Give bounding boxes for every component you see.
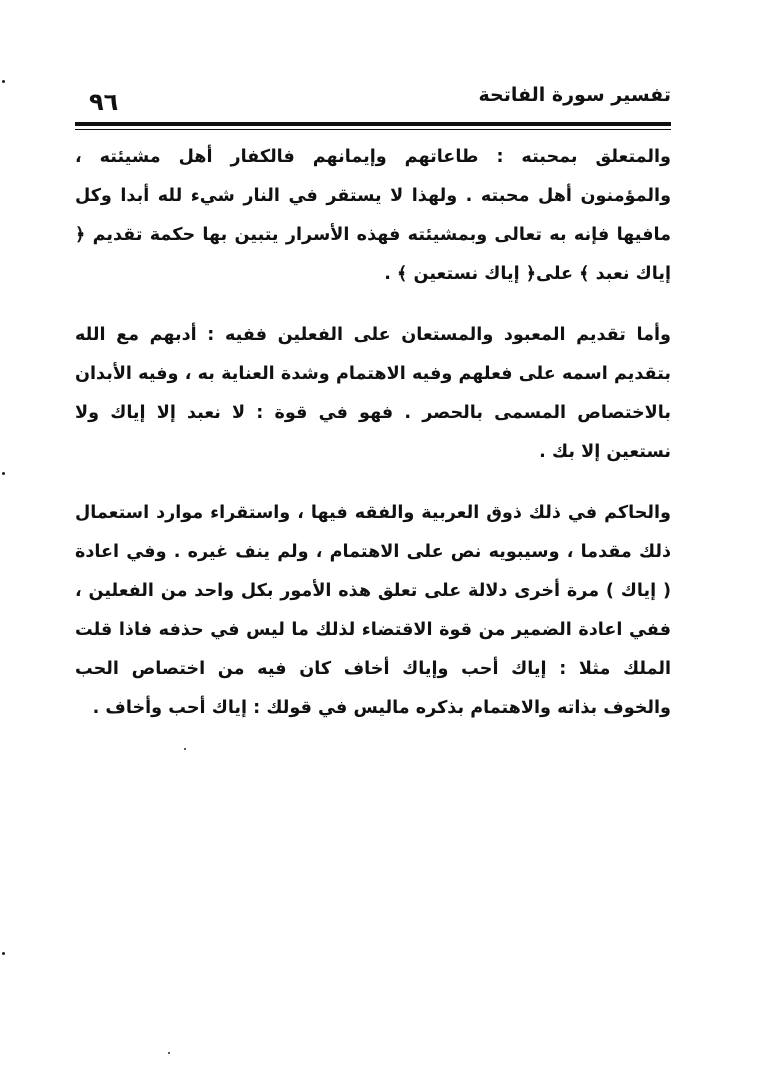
scan-speck	[2, 472, 5, 475]
header-rule-thin	[75, 129, 671, 130]
scan-speck	[168, 1052, 170, 1054]
scan-speck	[184, 748, 186, 750]
page-header	[75, 78, 671, 118]
running-title: تفسير سورة الفاتحة	[478, 84, 671, 106]
page-number: ٩٦	[89, 88, 119, 116]
scan-speck	[2, 952, 5, 955]
paragraph-1: والمتعلق بمحبته : طاعاتهم وإيمانهم فالكفار أهل مشيئته ، والمؤمنون أهل محبته . ولهذا لا يستقر في النار شيء لله أبدا وكل مافيها فإنه به تعالى وبمشيئته فهذه الأسرار يتبين بها حكمة تقديم ﴿ إياك نعبد ﴾ على﴿ إياك نستعين ﴾ .	[75, 147, 671, 284]
body-text	[75, 138, 671, 728]
header-rule-thick	[75, 122, 671, 126]
scan-speck	[2, 80, 5, 83]
paragraph-2: وأما تقديم المعبود والمستعان على الفعلين ففيه : أدبهم مع الله بتقديم اسمه على فعلهم وفيه الاهتمام وشدة العناية به ، وفيه الأبدان بالاختصاص المسمى بالحصر . فهو في قوة : لا نعبد إلا إياك ولا نستعين إلا بك .	[75, 325, 671, 462]
paragraph-3: والحاكم في ذلك ذوق العربية والفقه فيها ، واستقراء موارد استعمال ذلك مقدما ، وسيبويه نص على الاهتمام ، ولم ينف غيره . وفي اعادة ( إياك ) مرة أخرى دلالة على تعلق هذه الأمور بكل واحد من الفعلين ، ففي اعادة الضمير من قوة الاقتضاء لذلك ما ليس في حذفه فاذا قلت الملك مثلا : إياك أحب وإياك أخاف كان فيه من اختصاص الحب والخوف بذاته والاهتمام بذكره ماليس في قولك : إياك أحب وأخاف .	[75, 503, 671, 718]
